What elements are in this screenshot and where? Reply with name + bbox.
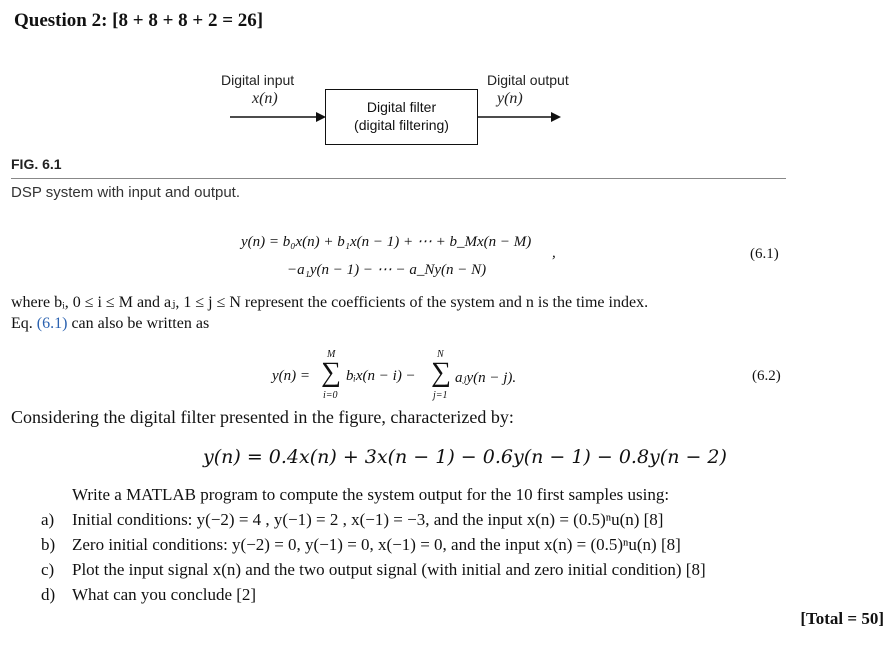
figure-divider xyxy=(11,178,786,179)
figure-caption: DSP system with input and output. xyxy=(11,184,241,201)
item-a-text: Initial conditions: y(−2) = 4 , y(−1) = 2 , x(−1) = −3, and the input x(n) = (0.5)ⁿu(n) [8] xyxy=(72,510,664,529)
where-text-post: can also be written as xyxy=(67,315,210,332)
eq-reference-link[interactable]: (6.1) xyxy=(36,315,68,332)
item-c-text: Plot the input signal x(n) and the two output signal (with initial and zero initial condition) [8] xyxy=(72,560,706,579)
sum2-upper-limit: N xyxy=(437,349,444,360)
input-signal: x(n) xyxy=(252,90,278,107)
eq1-line2: −a₁y(n − 1) − ⋯ − a_Ny(n − N) xyxy=(287,262,487,278)
filter-equation: y(n) = 0.4x(n) + 3x(n − 1) − 0.6y(n − 1) − 0.8y(n − 2) xyxy=(203,446,727,468)
eq2-lhs: y(n) = xyxy=(272,368,311,384)
digital-filter-block xyxy=(325,89,478,145)
filter-block-line1: Digital filter xyxy=(366,99,437,115)
sum1-lower-limit: i=0 xyxy=(323,390,338,401)
item-b-label: b) xyxy=(41,535,56,554)
output-arrowhead xyxy=(551,112,561,122)
sum2-lower-limit: j=1 xyxy=(433,390,448,401)
eq1-line1: y(n) = b₀x(n) + b₁x(n − 1) + ⋯ + b_Mx(n − M) xyxy=(241,234,532,250)
eq2-number: (6.2) xyxy=(752,368,781,384)
considering-text: Considering the digital filter presented in the figure, characterized by: xyxy=(11,407,514,427)
eq2-term1: bᵢx(n − i) − xyxy=(346,368,416,384)
sum1-sigma: ∑ xyxy=(321,357,341,388)
output-signal: y(n) xyxy=(497,90,523,107)
eq2-term2: aⱼy(n − j). xyxy=(455,370,517,386)
eq1-trailing-comma: , xyxy=(552,245,556,261)
where-text-pre: Eq. xyxy=(11,315,37,332)
input-label: Digital input xyxy=(221,72,295,88)
filter-block-line2: (digital filtering) xyxy=(354,117,449,133)
eq1-number: (6.1) xyxy=(750,246,779,262)
item-d-text: What can you conclude [2] xyxy=(72,585,257,604)
sum2-sigma: ∑ xyxy=(431,357,451,388)
sum1-upper-limit: M xyxy=(327,349,336,360)
where-text-line2 xyxy=(11,315,209,333)
item-c-label: c) xyxy=(41,560,55,579)
total-marks: [Total = 50] xyxy=(800,609,884,628)
figure-title: FIG. 6.1 xyxy=(11,156,62,172)
task-intro: Write a MATLAB program to compute the system output for the 10 first samples using: xyxy=(72,485,670,504)
where-text-line1: where bᵢ, 0 ≤ i ≤ M and aⱼ, 1 ≤ j ≤ N represent the coefficients of the system and n is the time index. xyxy=(11,294,649,311)
question-heading: Question 2: [8 + 8 + 8 + 2 = 26] xyxy=(14,10,264,31)
output-label: Digital output xyxy=(487,72,569,88)
item-d-label: d) xyxy=(41,585,56,604)
item-b-text: Zero initial conditions: y(−2) = 0, y(−1) = 0, x(−1) = 0, and the input x(n) = (0.5)ⁿu(n) [8] xyxy=(72,535,681,554)
item-a-label: a) xyxy=(41,510,55,529)
